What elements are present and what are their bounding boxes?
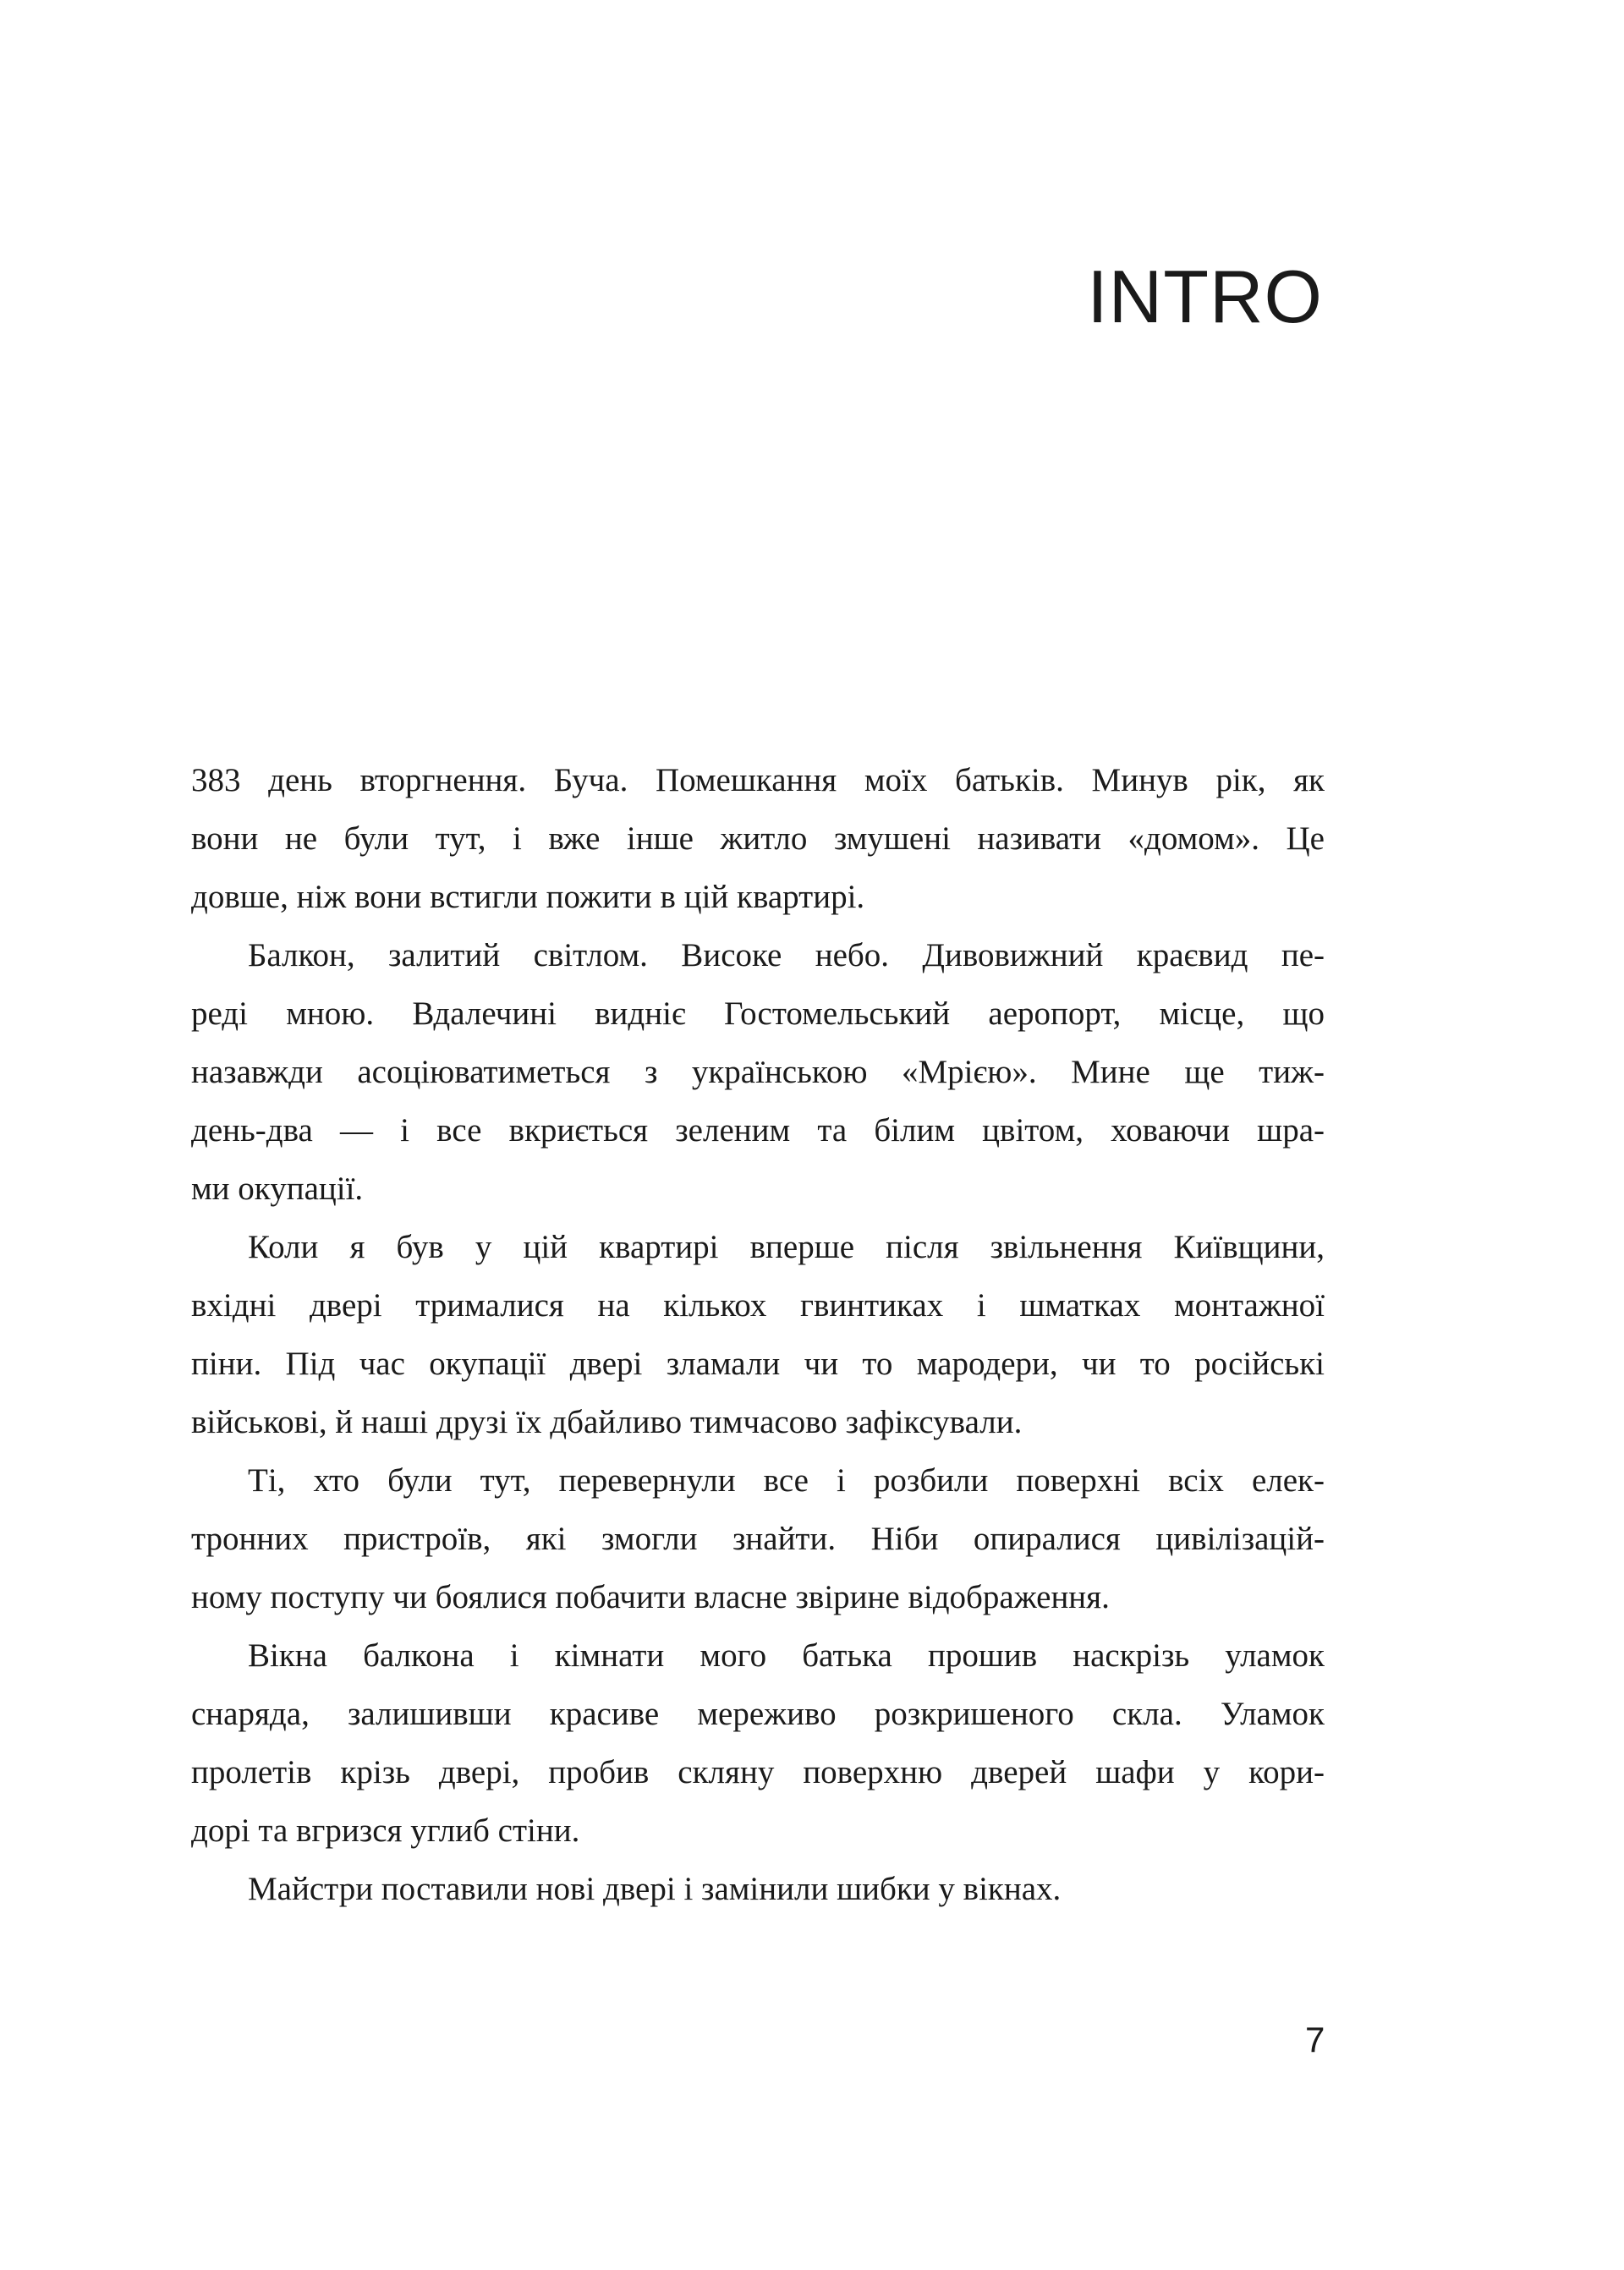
text-line: ми окупації.: [191, 1171, 364, 1207]
paragraph: [191, 751, 1325, 926]
text-line: назавжди асоціюватиметься з українською «Мрією». Мине ще тиж-: [191, 1054, 1325, 1090]
text-line: 383 день вторгнення. Буча. Помешкання моїх батьків. Минув рік, як: [191, 762, 1325, 798]
text-line: тронних пристроїв, які змогли знайти. Ніби опиралися цивілізацій-: [191, 1521, 1325, 1557]
text-line: Вікна балкона і кімнати мого батька прошив наскрізь уламок: [248, 1637, 1325, 1674]
text-line: військові, й наші друзі їх дбайливо тимчасово зафіксували.: [191, 1404, 1023, 1440]
paragraph: [191, 926, 1325, 1218]
text-line: вхідні двері трималися на кількох гвинтиках і шматках монтажної: [191, 1287, 1325, 1324]
text-line: Балкон, залитий світлом. Високе небо. Дивовижний краєвид пе-: [248, 937, 1325, 973]
text-line: Коли я був у цій квартирі вперше після звільнення Київщини,: [248, 1229, 1325, 1265]
text-line: реді мною. Вдалечині видніє Гостомельський аеропорт, місце, що: [191, 995, 1325, 1032]
text-line: вони не були тут, і вже інше житло змушені називати «домом». Це: [191, 820, 1325, 857]
page-number: 7: [1305, 2020, 1325, 2059]
text-line: Майстри поставили нові двері і замінили шибки у вікнах.: [248, 1871, 1062, 1907]
text-line: піни. Під час окупації двері зламали чи то мародери, чи то російські: [191, 1346, 1325, 1382]
body-text: [191, 751, 1325, 1918]
paragraph: [191, 1860, 1325, 1918]
text-line: довше, ніж вони встигли пожити в цій квартирі.: [191, 879, 865, 915]
paragraph: [191, 1626, 1325, 1860]
paragraph: [191, 1451, 1325, 1626]
text-line: Ті, хто були тут, перевернули все і розбили поверхні всіх елек-: [248, 1462, 1325, 1499]
text-line: снаряда, залишивши красиве мереживо розкришеного скла. Уламок: [191, 1696, 1325, 1732]
text-line: пролетів крізь двері, пробив скляну поверхню дверей шафи у кори-: [191, 1754, 1325, 1790]
chapter-title: INTRO: [1087, 255, 1323, 338]
text-line: ному поступу чи боялися побачити власне звірине відображення.: [191, 1579, 1110, 1615]
text-line: день-два — і все вкриється зеленим та білим цвітом, ховаючи шра-: [191, 1112, 1325, 1149]
text-line: дорі та вгризся углиб стіни.: [191, 1812, 580, 1849]
paragraph: [191, 1218, 1325, 1451]
